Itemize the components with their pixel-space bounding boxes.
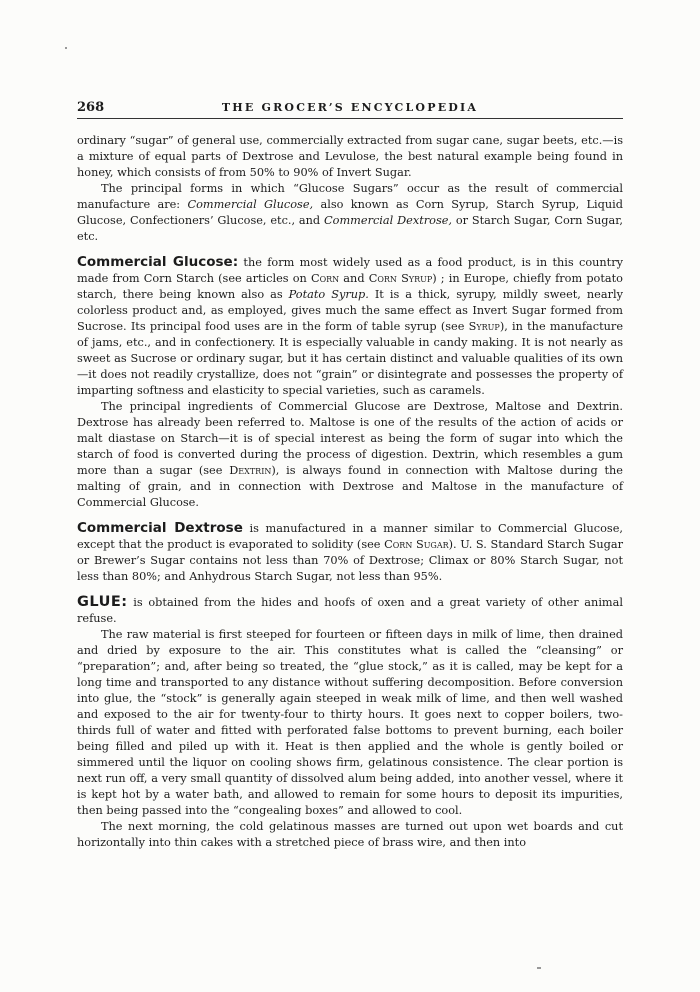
page-body <box>77 133 623 851</box>
cross-reference: Syrup <box>468 320 500 333</box>
cross-reference: Corn Syrup <box>368 272 433 285</box>
page <box>77 100 623 851</box>
entry-commercial-dextrose: Commercial Dextrose is manufactured in a manner similar to Commercial Glucose, except that the product is evaporated to solidity (see Corn Sugar). U. S. Standard Starch Sugar or Brewer’s Sugar contains not less than 70% of Dextrose; Climax or 80% Starch Sugar, not less than 80%; and Anhydrous Starch Sugar, not less than 95%. <box>77 520 623 583</box>
page-number: 268 <box>77 100 105 115</box>
page-speck <box>537 967 541 969</box>
entry-heading: GLUE: <box>77 594 128 610</box>
cross-reference: Dextrin <box>229 464 272 477</box>
paragraph-glucose-ingredients: The principal ingredients of Commercial Glucose are Dextrose, Maltose and Dextrin. Dextrose has already been referred to. Maltose is one of the results of the action of acids or malt diastase on Starch—it is of special interest as being the form of sugar into which the starch of food is converted during the process of digestion. Dextrin, which resembles a gum more than a sugar (see Dextrin), is always found in connection with Maltose during the malting of grain, and in connection with Dextrose and Maltose in the manufacture of Commercial Glucose. <box>77 400 623 509</box>
page-speck <box>65 47 67 49</box>
running-title: THE GROCER’S ENCYCLOPEDIA <box>221 101 479 114</box>
cross-reference: Corn Sugar <box>384 538 449 551</box>
entry-heading: Commercial Dextrose <box>77 520 243 536</box>
page-header <box>77 100 623 119</box>
paragraph-glue-cutting: The next morning, the cold gelatinous masses are turned out upon wet boards and cut horizontally into thin cakes with a stretched piece of brass wire, and then into <box>77 820 623 849</box>
paragraph-glue-process: The raw material is first steeped for fourteen or fifteen days in milk of lime, then drained and dried by exposure to the air. This constitutes what is called the “cleansing” or “preparation”; and, after being so treated, the “glue stock,” as it is called, may be kept for a long time and transported to any distance without suffering decomposition. Before conversion into glue, the “stock” is generally again steeped in weak milk of lime, and then well washed and exposed to the air for twenty-four to thirty hours. It goes next to copper boilers, two-thirds full of water and fitted with perforated false bottoms to prevent burning, each boiler being filled and piled up with it. Heat is then applied and the whole is gently boiled or simmered until the liquor on cooling shows firm, gelatinous consistence. The clear portion is next run off, a very small quantity of dissolved alum being added, into another vessel, where it is kept hot by a water bath, and allowed to remain for some hours to deposit its impurities, then being passed into the “congealing boxes” and allowed to cool. <box>77 628 623 817</box>
paragraph-invert-sugar: ordinary “sugar” of general use, commercially extracted from sugar cane, sugar beets, etc.—is a mixture of equal parts of Dextrose and Levulose, the best natural example being found in honey, which consists of from 50% to 90% of Invert Sugar. <box>77 134 623 179</box>
entry-heading: Commercial Glucose: <box>77 254 239 270</box>
entry-commercial-glucose: Commercial Glucose: the form most widely used as a food product, is in this country made from Corn Starch (see articles on Corn and Corn Syrup) ; in Europe, chiefly from potato starch, there being known also as Potato Syrup. It is a thick, syrupy, mildly sweet, nearly colorless product and, as employed, gives much the same effect as Invert Sugar formed from Sucrose. Its principal food uses are in the form of table syrup (see Syrup), in the manufacture of jams, etc., and in confectionery. It is especially valuable in candy making. It is not nearly as sweet as Sucrose or ordinary sugar, but it has certain distinct and valuable qualities of its own—it does not readily crystallize, does not “grain” or disintegrate and possesses the property of imparting softness and elasticity to special varieties, such as caramels. <box>77 254 623 397</box>
paragraph-glucose-forms: The principal forms in which “Glucose Sugars” occur as the result of commercial manufacture are: Commercial Glucose, also known as Corn Syrup, Starch Syrup, Liquid Glucose, Confectioners’ Glucose, etc., and Commercial Dextrose, or Starch Sugar, Corn Sugar, etc. <box>77 182 624 243</box>
cross-reference: Corn <box>310 272 340 285</box>
entry-glue: GLUE: is obtained from the hides and hoofs of oxen and a great variety of other animal refuse. <box>77 594 623 625</box>
